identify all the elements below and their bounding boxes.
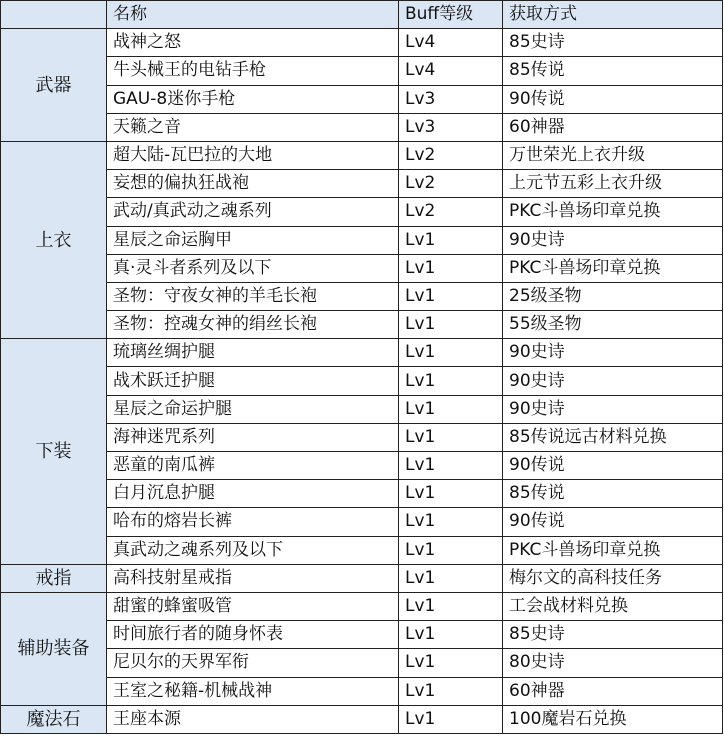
table-row [1,592,723,620]
table-row [1,57,723,85]
table-row [1,536,723,564]
table-row [1,85,723,113]
category-cell: 武器 [1,29,107,142]
category-cell: 辅助装备 [1,592,107,705]
table-row [1,480,723,508]
buff-level-cell: Lv1 [399,282,503,310]
table-row [1,452,723,480]
table-row [1,677,723,705]
buff-level-cell: Lv1 [399,592,503,620]
item-name-cell: 圣物：控魂女神的绢丝长袍 [107,311,399,339]
source-cell: 60神器 [503,113,723,141]
table-row [1,423,723,451]
table-row [1,705,723,733]
item-name-cell: 王座本源 [107,705,399,733]
table-row [1,649,723,677]
table-body [1,29,723,734]
buff-level-cell: Lv3 [399,85,503,113]
item-name-cell: 妄想的偏执狂战袍 [107,170,399,198]
source-cell: 85传说 [503,480,723,508]
buff-level-cell: Lv4 [399,29,503,57]
table-row [1,339,723,367]
buff-level-cell: Lv1 [399,423,503,451]
source-cell: 85史诗 [503,29,723,57]
source-cell: PKC斗兽场印章兑换 [503,254,723,282]
header-buff-level: Buff等级 [399,1,503,29]
header-source: 获取方式 [503,1,723,29]
table-row [1,508,723,536]
source-cell: 90传说 [503,452,723,480]
buff-level-cell: Lv1 [399,452,503,480]
source-cell: 90史诗 [503,226,723,254]
source-cell: 25级圣物 [503,282,723,310]
buff-level-cell: Lv1 [399,367,503,395]
buff-level-cell: Lv1 [399,705,503,733]
item-name-cell: 海神迷咒系列 [107,423,399,451]
source-cell: 85史诗 [503,621,723,649]
buff-level-cell: Lv1 [399,621,503,649]
source-cell: 85传说远古材料兑换 [503,423,723,451]
source-cell: 80史诗 [503,649,723,677]
table-row [1,29,723,57]
source-cell: 上元节五彩上衣升级 [503,170,723,198]
item-name-cell: 真武动之魂系列及以下 [107,536,399,564]
category-cell: 戒指 [1,564,107,592]
category-cell: 魔法石 [1,705,107,733]
buff-level-cell: Lv1 [399,536,503,564]
table-row [1,367,723,395]
table-header [1,1,723,29]
category-cell: 下装 [1,339,107,565]
source-cell: 55级圣物 [503,311,723,339]
buff-level-cell: Lv1 [399,226,503,254]
item-name-cell: 武动/真武动之魂系列 [107,198,399,226]
table-row [1,170,723,198]
source-cell: 90史诗 [503,395,723,423]
buff-level-cell: Lv1 [399,339,503,367]
header-category [1,1,107,29]
item-name-cell: 琉璃丝绸护腿 [107,339,399,367]
source-cell: 90史诗 [503,367,723,395]
item-name-cell: 高科技射星戒指 [107,564,399,592]
item-name-cell: 天籁之音 [107,113,399,141]
buff-level-cell: Lv1 [399,395,503,423]
buff-level-cell: Lv1 [399,311,503,339]
table-row [1,311,723,339]
buff-level-cell: Lv1 [399,254,503,282]
item-name-cell: 牛头械王的电钻手枪 [107,57,399,85]
item-name-cell: 战神之怒 [107,29,399,57]
table-row [1,226,723,254]
item-name-cell: 哈布的熔岩长裤 [107,508,399,536]
source-cell: 万世荣光上衣升级 [503,141,723,169]
item-name-cell: 尼贝尔的天界军衔 [107,649,399,677]
table-row [1,395,723,423]
item-name-cell: 星辰之命运护腿 [107,395,399,423]
buff-level-cell: Lv3 [399,113,503,141]
source-cell: 60神器 [503,677,723,705]
item-name-cell: 白月沉息护腿 [107,480,399,508]
source-cell: 100魔岩石兑换 [503,705,723,733]
source-cell: 工会战材料兑换 [503,592,723,620]
buff-level-cell: Lv2 [399,141,503,169]
header-row [1,1,723,29]
item-name-cell: 圣物：守夜女神的羊毛长袍 [107,282,399,310]
header-name: 名称 [107,1,399,29]
table-row [1,113,723,141]
source-cell: PKC斗兽场印章兑换 [503,536,723,564]
item-name-cell: 超大陆-瓦巴拉的大地 [107,141,399,169]
buff-level-cell: Lv1 [399,564,503,592]
buff-level-cell: Lv2 [399,170,503,198]
item-name-cell: GAU-8迷你手枪 [107,85,399,113]
item-name-cell: 战术跃迁护腿 [107,367,399,395]
table-row [1,564,723,592]
item-name-cell: 王室之秘籍-机械战神 [107,677,399,705]
table-row [1,621,723,649]
source-cell: 90史诗 [503,339,723,367]
buff-level-cell: Lv1 [399,677,503,705]
buff-level-cell: Lv1 [399,508,503,536]
source-cell: 90传说 [503,85,723,113]
source-cell: 90传说 [503,508,723,536]
table-row [1,254,723,282]
category-cell: 上衣 [1,141,107,338]
item-name-cell: 真·灵斗者系列及以下 [107,254,399,282]
source-cell: PKC斗兽场印章兑换 [503,198,723,226]
table-row [1,141,723,169]
buff-level-cell: Lv4 [399,57,503,85]
buff-level-cell: Lv1 [399,480,503,508]
item-name-cell: 星辰之命运胸甲 [107,226,399,254]
table-row [1,198,723,226]
item-name-cell: 恶童的南瓜裤 [107,452,399,480]
item-name-cell: 甜蜜的蜂蜜吸管 [107,592,399,620]
source-cell: 梅尔文的高科技任务 [503,564,723,592]
table-row [1,282,723,310]
item-name-cell: 时间旅行者的随身怀表 [107,621,399,649]
source-cell: 85传说 [503,57,723,85]
buff-level-cell: Lv2 [399,198,503,226]
buff-level-cell: Lv1 [399,649,503,677]
